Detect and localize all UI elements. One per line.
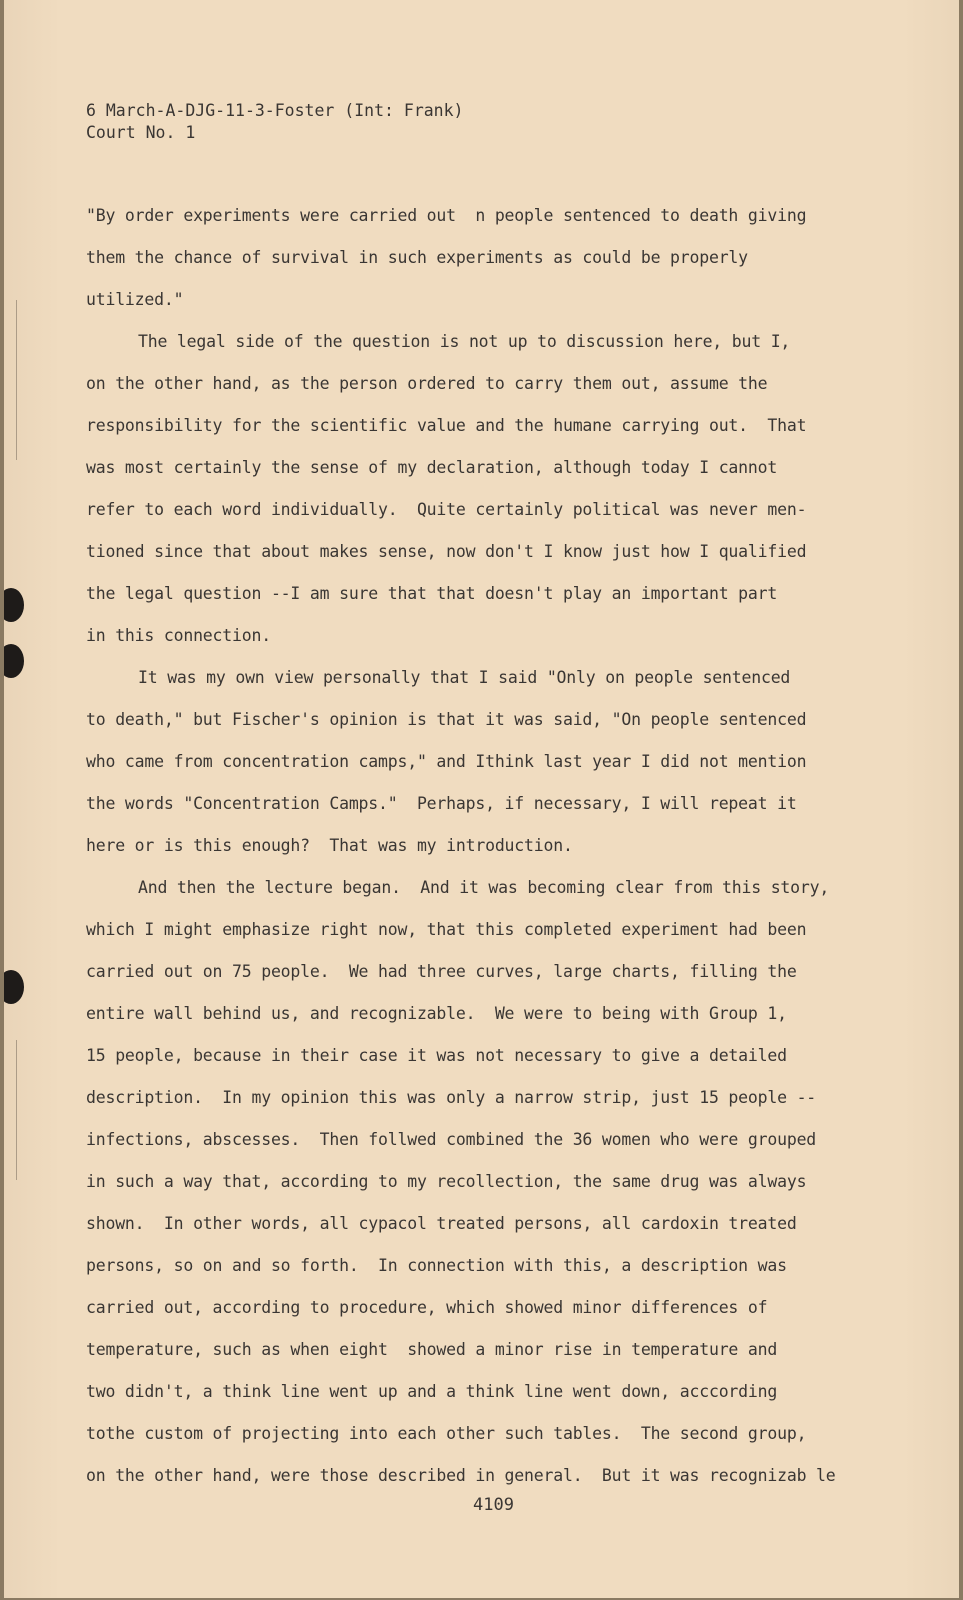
text-line: persons, so on and so forth. In connection with this, a description was: [86, 1256, 787, 1275]
text-line: in such a way that, according to my recollection, the same drug was always: [86, 1172, 807, 1191]
text-line: on the other hand, as the person ordered to carry them out, assume the: [86, 374, 768, 393]
text-line: It was my own view personally that I said "Only on people sentenced: [138, 668, 791, 687]
binding-hole: [4, 644, 24, 678]
text-line: description. In my opinion this was only a narrow strip, just 15 people --: [86, 1088, 817, 1107]
text-line: two didn't, a think line went up and a think line went down, acccording: [86, 1382, 778, 1401]
text-line: tothe custom of projecting into each other such tables. The second group,: [86, 1424, 807, 1443]
text-line: responsibility for the scientific value and the humane carrying out. That: [86, 416, 807, 435]
text-line: tioned since that about makes sense, now don't I know just how I qualified: [86, 542, 807, 561]
transcript-body: [86, 204, 886, 1506]
document-page: [4, 0, 959, 1598]
text-line: "By order experiments were carried out n people sentenced to death giving: [86, 206, 807, 225]
text-line: in this connection.: [86, 626, 271, 645]
text-line: carried out, according to procedure, which showed minor differences of: [86, 1298, 768, 1317]
text-line: to death," but Fischer's opinion is that it was said, "On people sentenced: [86, 710, 807, 729]
text-line: temperature, such as when eight showed a minor rise in temperature and: [86, 1340, 778, 1359]
text-line: the words "Concentration Camps." Perhaps, if necessary, I will repeat it: [86, 794, 797, 813]
text-line: refer to each word individually. Quite certainly political was never men-: [86, 500, 807, 519]
text-line: shown. In other words, all cypacol treated persons, all cardoxin treated: [86, 1214, 797, 1233]
text-line: which I might emphasize right now, that this completed experiment had been: [86, 920, 807, 939]
text-line: on the other hand, were those described in general. But it was recognizab le: [86, 1466, 836, 1485]
text-line: The legal side of the question is not up to discussion here, but I,: [138, 332, 791, 351]
text-line: And then the lecture began. And it was becoming clear from this story,: [138, 878, 830, 897]
text-line: 15 people, because in their case it was not necessary to give a detailed: [86, 1046, 787, 1065]
binding-hole: [4, 970, 24, 1004]
text-line: utilized.": [86, 290, 184, 309]
margin-mark: [16, 1040, 17, 1180]
text-line: infections, abscesses. Then follwed combined the 36 women who were grouped: [86, 1130, 817, 1149]
margin-mark: [16, 300, 17, 460]
text-line: the legal question --I am sure that that doesn't play an important part: [86, 584, 778, 603]
text-line: was most certainly the sense of my declaration, although today I cannot: [86, 458, 778, 477]
text-line: them the chance of survival in such experiments as could be properly: [86, 248, 748, 267]
text-line: here or is this enough? That was my introduction.: [86, 836, 573, 855]
text-line: who came from concentration camps," and Ithink last year I did not mention: [86, 752, 807, 771]
page-number: 4109: [473, 1495, 514, 1515]
text-line: entire wall behind us, and recognizable. We were to being with Group 1,: [86, 1004, 787, 1023]
header-court-line: Court No. 1: [86, 123, 196, 142]
text-line: carried out on 75 people. We had three curves, large charts, filling the: [86, 962, 797, 981]
header-session-line: 6 March-A-DJG-11-3-Foster (Int: Frank): [86, 101, 464, 120]
binding-hole: [4, 588, 24, 622]
document-header: [86, 100, 464, 144]
